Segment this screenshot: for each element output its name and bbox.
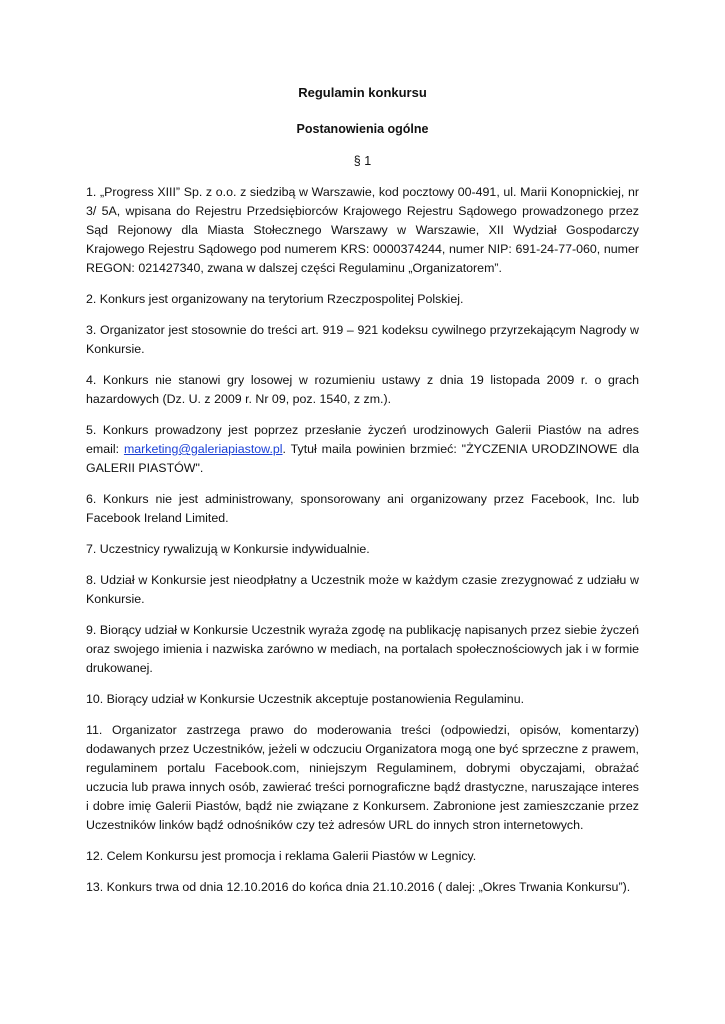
paragraph-7: 7. Uczestnicy rywalizują w Konkursie indywidualnie. [86,542,370,556]
paragraph-5-text-after: . Tytuł maila powinien brzmieć: "ŻYCZENIA URODZINOWE dla GALERII PIASTÓW". [86,442,639,475]
paragraph-9: 9. Biorący udział w Konkursie Uczestnik wyraża zgodę na publikację napisanych przez siebie życzeń oraz swojego imienia i nazwiska zarówno w mediach, na portalach społecznościowych jak i w formie drukowanej. [86,623,639,675]
paragraph-3: 3. Organizator jest stosownie do treści art. 919 – 921 kodeksu cywilnego przyrzekającym Nagrody w Konkursie. [86,323,639,356]
paragraph-11: 11. Organizator zastrzega prawo do moderowania treści (odpowiedzi, opisów, komentarzy) dodawanych przez Uczestników, jeżeli w odczuciu Organizatora mogą one być sprzeczne z prawem, regulaminem portalu Facebook.com, niniejszym Regulaminem, dobrymi obyczajami, obrażać uczucia lub prawa innych osób, zawierać treści pornograficzne bądź drastyczne, naruszające interes i dobre imię Galerii Piastów, bądź nie związane z Konkursem. Zabronione jest zamieszczanie przez Uczestników linków bądź odnośników czy też adresów URL do innych stron internetowych. [86,723,639,832]
paragraph-4: 4. Konkurs nie stanowi gry losowej w rozumieniu ustawy z dnia 19 listopada 2009 r. o grach hazardowych (Dz. U. z 2009 r. Nr 09, poz. 1540, z zm.). [86,373,639,406]
paragraph-5 [86,421,639,478]
paragraph-2: 2. Konkurs jest organizowany na terytorium Rzeczpospolitej Polskiej. [86,292,464,306]
paragraph-8: 8. Udział w Konkursie jest nieodpłatny a Uczestnik może w każdym czasie zrezygnować z udziału w Konkursie. [86,573,639,606]
section-heading: Postanowienia ogólne [296,122,429,136]
paragraph-13: 13. Konkurs trwa od dnia 12.10.2016 do końca dnia 21.10.2016 ( dalej: „Okres Trwania Konkursu”). [86,880,631,894]
section-number: § 1 [353,154,372,168]
paragraph-6: 6. Konkurs nie jest administrowany, sponsorowany ani organizowany przez Facebook, Inc. lub Facebook Ireland Limited. [86,492,639,525]
email-link[interactable]: marketing@galeriapiastow.pl [123,442,283,456]
paragraph-10: 10. Biorący udział w Konkursie Uczestnik akceptuje postanowienia Regulaminu. [86,692,525,706]
paragraph-12: 12. Celem Konkursu jest promocja i reklama Galerii Piastów w Legnicy. [86,849,477,863]
paragraph-5-text-before: 5. Konkurs prowadzony jest poprzez przesłanie życzeń urodzinowych Galerii Piastów na adres email: [86,423,639,456]
paragraph-1: 1. „Progress XIII” Sp. z o.o. z siedzibą w Warszawie, kod pocztowy 00-491, ul. Marii Konopnickiej, nr 3/ 5A, wpisana do Rejestru Przedsiębiorców Krajowego Rejestru Sądowego prowadzonego przez Sąd Rejonowy dla Miasta Stołecznego Warszawy w Warszawie, XII Wydział Gospodarczy Krajowego Rejestru Sądowego pod numerem KRS: 0000374244, numer NIP: 691-24-77-060, numer REGON: 021427340, zwana w dalszej części Regulaminu „Organizatorem”. [86,185,639,275]
document-title: Regulamin konkursu [298,85,427,100]
